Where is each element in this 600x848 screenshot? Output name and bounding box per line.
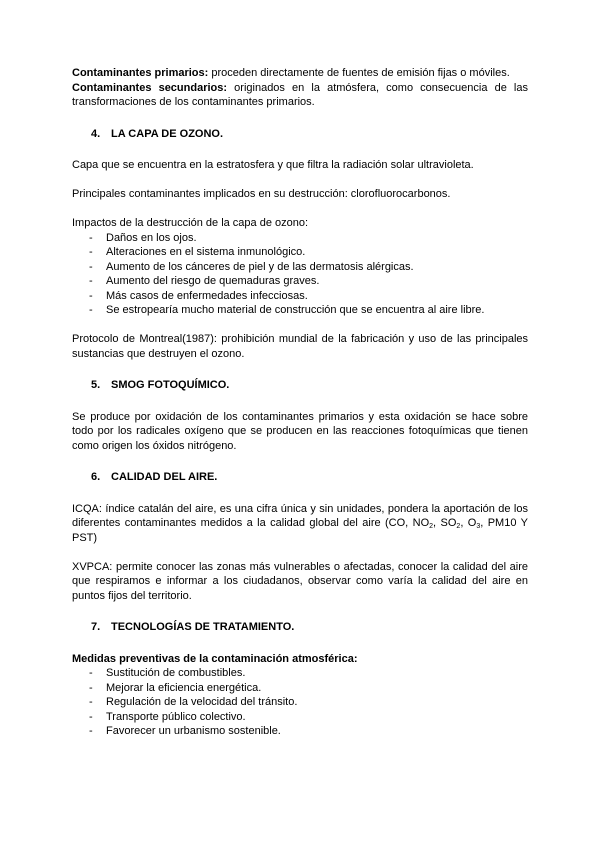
section-4-number: 4. [91, 127, 101, 140]
ozone-impacts-intro: Impactos de la destrucción de la capa de ozono: [72, 217, 309, 229]
section-6-title: CALIDAD DEL AIRE. [111, 471, 218, 483]
list-item: - Alteraciones en el sistema inmunológico. [89, 246, 306, 258]
list-item: - Se estropearía mucho material de construcción que se encuentra al aire libre. [89, 304, 485, 316]
list-item: - Aumento del riesgo de quemaduras graves. [89, 275, 320, 287]
list-item: - Daños en los ojos. [89, 231, 197, 244]
section-6-number: 6. [91, 471, 101, 483]
section-7-number: 7. [91, 621, 101, 633]
section-5-number: 5. [91, 379, 101, 391]
preventive-measures-list [72, 666, 528, 739]
section-7-title: TECNOLOGÍAS DE TRATAMIENTO. [111, 621, 295, 633]
list-item: - Más casos de enfermedades infecciosas. [89, 289, 308, 302]
section-7-heading [72, 620, 528, 635]
secondary-pollutants-term: Contaminantes secundarios: [72, 81, 228, 94]
icqa-paragraph: ICQA: índice catalán del aire, es una cifra única y sin unidades, pondera la aportación de los diferentes contaminantes medidos a la calidad global del aire (CO, $NO_2$, $SO_2$, $O_3$, PM10 Y PST) [72, 502, 528, 544]
list-item: - Regulación de la velocidad del tránsito. [89, 696, 298, 708]
section-6-heading [72, 470, 528, 485]
list-item: - Mejorar la eficiencia energética. [89, 681, 262, 694]
section-5-heading [72, 378, 528, 393]
secondary-pollutants-paragraph [72, 81, 528, 110]
list-item: - Aumento de los cánceres de piel y de las dermatosis alérgicas. [89, 260, 414, 273]
document-page [72, 66, 528, 739]
list-item: - Transporte público colectivo. [89, 710, 246, 723]
list-item: - Favorecer un urbanismo sostenible. [89, 725, 281, 737]
section-5-title: SMOG FOTOQUÍMICO. [111, 379, 230, 391]
smog-paragraph: Se produce por oxidación de los contaminantes primarios y esta oxidación se hace sobre todo por los radicales oxígeno que se producen en las reacciones fotoquímicas que tienen como origen los óxidos nitrógeno. [72, 410, 528, 452]
ozone-definition: Capa que se encuentra en la estratosfera y que filtra la radiación solar ultravioleta. [72, 159, 474, 171]
ozone-pollutants: Principales contaminantes implicados en su destrucción: clorofluorocarbonos. [72, 188, 451, 200]
ozone-impacts-list [72, 231, 528, 318]
primary-pollutants-term: Contaminantes primarios: [72, 67, 209, 79]
preventive-measures-title: Medidas preventivas de la contaminación atmosférica: [72, 652, 358, 665]
section-4-heading [72, 127, 528, 142]
section-4-title: LA CAPA DE OZONO. [111, 127, 224, 140]
montreal-protocol: Protocolo de Montreal(1987): prohibición mundial de la fabricación y uso de las principales sustancias que destruyen el ozono. [72, 333, 528, 360]
primary-pollutants-paragraph [72, 66, 528, 81]
secondary-pollutants-text: originados en la atmósfera, como consecuencia de las transformaciones de los contaminantes primarios. [72, 81, 528, 108]
primary-pollutants-text: proceden directamente de fuentes de emisión fijas o móviles. [208, 67, 510, 79]
list-item: - Sustitución de combustibles. [89, 667, 246, 679]
xvpca-paragraph: XVPCA: permite conocer las zonas más vulnerables o afectadas, conocer la calidad del aire que respiramos e informar a los ciudadanos, observar como varía la calidad del aire en puntos fijos del territorio. [72, 560, 528, 602]
